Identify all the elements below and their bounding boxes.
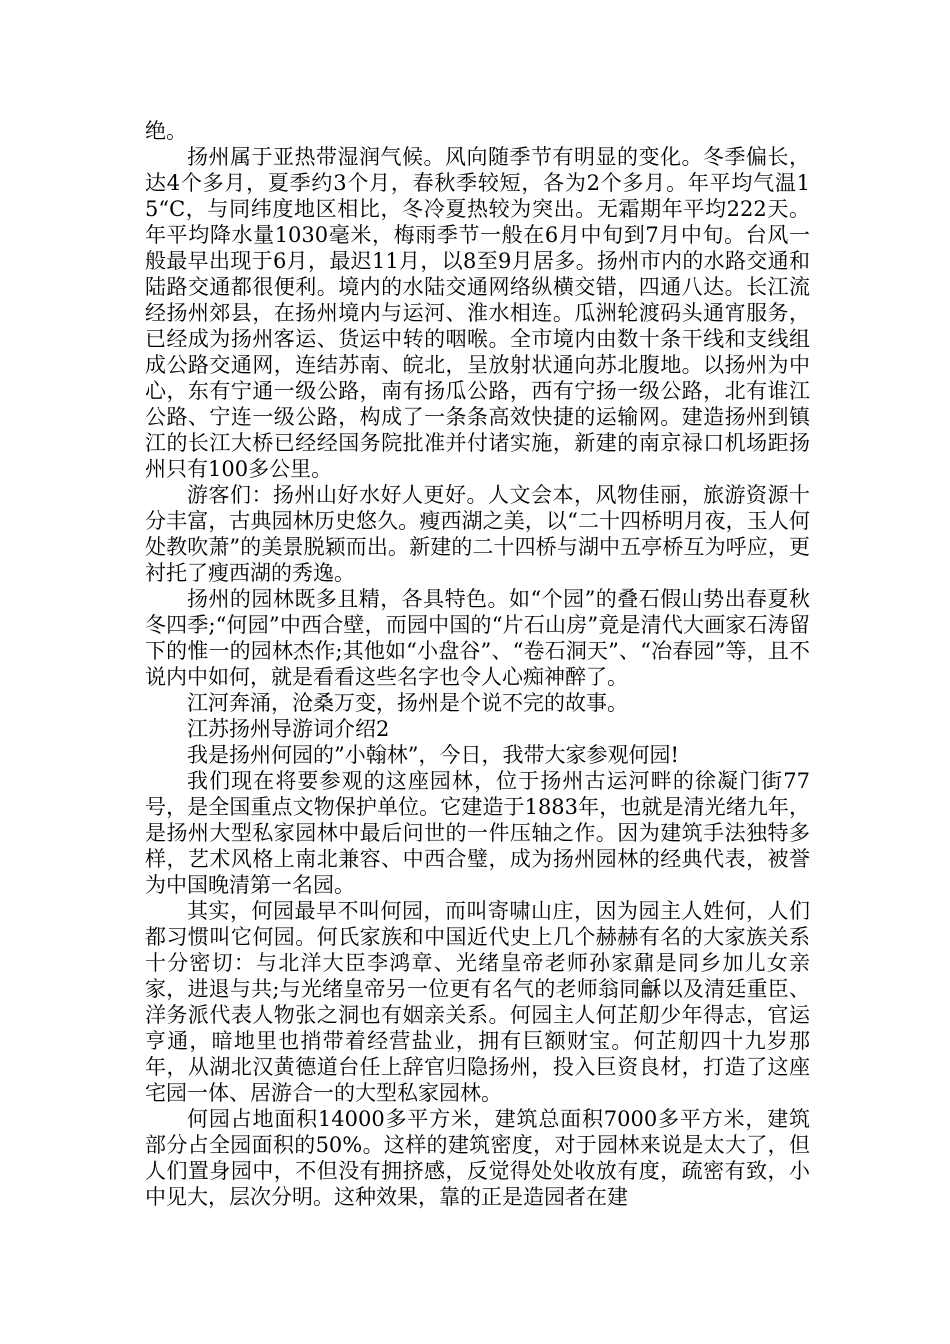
section-heading: 江苏扬州导游词介绍2	[187, 717, 390, 741]
paragraph-heyuan-history: 其实，何园最早不叫何园，而叫寄啸山庄，因为园主人姓何，人们都习惯叫它何园。何氏家族和中国近代史上几个赫赫有名的大家族关系十分密切：与北洋大臣李鸿章、光绪皇帝老师孙家鼐是同乡加儿女亲家，进退与共;与光绪皇帝另一位更有名气的老师翁同龢以及清廷重臣、洋务派代表人物张之洞也有姻亲关系。何园主人何芷舠少年得志，官运亨通，暗地里也捎带着经营盐业，拥有巨额财宝。何芷舠四十九岁那年，从湖北汉黄德道台任上辞官归隐扬州，投入巨资良材，打造了这座宅园一体、居游合一的大型私家园林。	[145, 899, 810, 1105]
paragraph-tourism: 游客们：扬州山好水好人更好。人文会本，风物佳丽，旅游资源十分丰富，古典园林历史悠久。瘦西湖之美，以“二十四桥明月夜，玉人何处教吹萧”的美景脱颖而出。新建的二十四桥与湖中五亭桥互为呼应，更衬托了瘦西湖的秀逸。	[145, 483, 810, 585]
paragraph-heyuan-location: 我们现在将要参观的这座园林，位于扬州古运河畔的徐凝门街77号，是全国重点文物保护单位。它建造于1883年，也就是清光绪九年，是扬州大型私家园林中最后问世的一件压轴之作。因为建筑手法独特多样，艺术风格上南北兼容、中西合璧，成为扬州园林的经典代表，被誉为中国晚清第一名园。	[145, 769, 810, 897]
document-page	[145, 118, 810, 1210]
paragraph-climate-transport: 扬州属于亚热带湿润气候。风向随季节有明显的变化。冬季偏长，达4个多月，夏季约3个月，春秋季较短，各为2个多月。年平均气温15“C，与同纬度地区相比，冬冷夏热较为突出。无霜期年平均222天。年平均降水量1030毫米，梅雨季节一般在6月中旬到7月中旬。台风一般最早出现于6月，最迟11月，以8至9月居多。扬州市内的水路交通和陆路交通都很便利。境内的水陆交通网络纵横交错，四通八达。长江流经扬州郊县，在扬州境内与运河、淮水相连。瓜洲轮渡码头通宵服务，已经成为扬州客运、货运中转的咽喉。全市境内由数十条干线和支线组成公路交通网，连结苏南、皖北，呈放射状通向苏北腹地。以扬州为中心，东有宁通一级公路，南有扬瓜公路，西有宁扬一级公路，北有谁江公路、宁连一级公路，构成了一条条高效快捷的运输网。建造扬州到镇江的长江大桥已经经国务院批准并付诸实施，新建的南京禄口机场距扬州只有100多公里。	[145, 145, 810, 481]
paragraph-continuation: 绝。	[145, 119, 187, 143]
paragraph-gardens: 扬州的园林既多且精，各具特色。如“个园”的叠石假山势出春夏秋冬四季;“何园”中西合壁，而园中国的“片石山房”竟是清代大画家石涛留下的惟一的园林杰作;其他如“小盘谷”、“卷石洞天”、“冶春园”等，且不说内中如何，就是看看这些名字也令人心痴神醉了。	[145, 587, 810, 689]
paragraph-guide-intro: 我是扬州何园的”小翰林”，今日，我带大家参观何园!	[187, 743, 679, 767]
paragraph-heyuan-area: 何园占地面积14000多平方米，建筑总面积7000多平方米，建筑部分占全园面积的50%。这样的建筑密度，对于园林来说是太大了，但人们置身园中，不但没有拥挤感，反觉得处处收放有度，疏密有致，小中见大，层次分明。这种效果，靠的正是造园者在建	[145, 1107, 810, 1209]
paragraph-closing: 江河奔涌，沧桑万变，扬州是个说不完的故事。	[187, 691, 628, 715]
